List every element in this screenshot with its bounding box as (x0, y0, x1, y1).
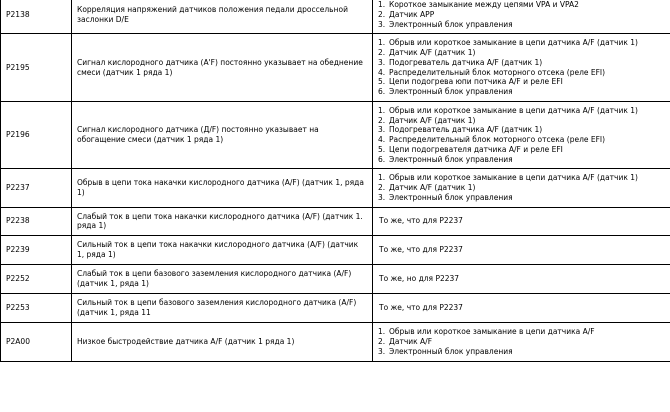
list-item-label: Цепи подогрева юпи потчика A/F и реле EFI (389, 77, 563, 87)
dtc-code-cell: P2237 (1, 169, 72, 207)
table-row (1, 0, 670, 34)
list-item-label: Подогреватель датчика A/F (датчик 1) (389, 125, 543, 135)
list-item-label: Подогреватель датчика A/F (датчик 1) (389, 57, 543, 67)
dtc-code-cell: P2196 (1, 101, 72, 169)
list-item (378, 135, 670, 145)
dtc-cause-cell (373, 0, 670, 34)
list-item (378, 173, 670, 183)
list-item (378, 38, 670, 48)
list-item (378, 337, 670, 347)
table-row (1, 236, 670, 265)
list-item-number: 1. (378, 38, 386, 48)
list-item (378, 20, 670, 30)
list-item (378, 77, 670, 87)
list-item-number: 4. (378, 135, 386, 144)
list-item-label: Электронный блок управления (389, 192, 513, 202)
dtc-code-cell: P2253 (1, 294, 72, 323)
list-item (378, 327, 670, 337)
cause-list (378, 0, 670, 29)
list-item-number: 2. (378, 183, 386, 192)
list-item (378, 87, 670, 97)
table-row (1, 294, 670, 323)
list-item-number: 3. (378, 346, 386, 356)
cause-list (378, 38, 670, 97)
list-item-label: Распределительный блок моторного отсека (реле EFI) (389, 67, 606, 77)
dtc-code-cell: P2239 (1, 236, 72, 265)
list-item (378, 106, 670, 116)
list-item (378, 125, 670, 135)
cause-list (378, 106, 670, 165)
dtc-description-cell: Слабый ток в цепи базового заземления кислородного датчика (A/F) (датчик 1, ряда 1) (72, 265, 373, 294)
list-item-label: Электронный блок управления (389, 87, 513, 96)
dtc-cause-cell (373, 294, 670, 323)
cause-text: То же, что для P2237 (379, 245, 463, 255)
dtc-description-cell: Корреляция напряжений датчиков положения педали дроссельной заслонки D/E (72, 0, 373, 34)
table-row (1, 34, 670, 102)
list-item-label: Обрыв или короткое замыкание в цепи датчика A/F (датчик 1) (389, 173, 638, 183)
dtc-cause-cell (373, 323, 670, 361)
list-item-number: 3. (378, 57, 386, 67)
dtc-cause-cell (373, 169, 670, 207)
dtc-cause-cell (373, 265, 670, 294)
list-item (378, 0, 670, 10)
list-item-label: Датчик A/F (датчик 1) (389, 115, 476, 125)
dtc-description-cell: Сигнал кислородного датчика (Д/F) постоянно указывает на обогащение смеси (датчик 1 ряда 1) (72, 101, 373, 169)
list-item (378, 58, 670, 68)
dtc-description-cell: Обрыв в цепи тока накачки кислородного датчика (A/F) (датчик 1, ряда 1) (72, 169, 373, 207)
dtc-description-cell: Слабый ток в цепи тока накачки кислородного датчика (A/F) (датчик 1. ряда 1) (72, 207, 373, 236)
list-item-number: 2. (378, 48, 386, 57)
dtc-code-cell: P2195 (1, 34, 72, 102)
table-row (1, 169, 670, 207)
list-item-number: 3. (378, 192, 386, 202)
dtc-table-body (1, 0, 670, 361)
list-item-number: 3. (378, 125, 386, 135)
list-item-label: Датчик A/F (389, 337, 433, 346)
list-item (378, 155, 670, 165)
list-item-label: Распределительный блок моторного отсека (реле EFI) (389, 135, 606, 144)
table-row (1, 323, 670, 361)
dtc-description-cell: Сильный ток в цепи базового заземления кислородного датчика (A/F) (датчик 1, ряда 11 (72, 294, 373, 323)
dtc-code-cell: P2A00 (1, 323, 72, 361)
dtc-cause-cell (373, 34, 670, 102)
cause-text: То же, что для P2237 (379, 303, 463, 313)
list-item-label: Цепи подогревателя датчика A/F и реле EFI (389, 144, 563, 154)
list-item (378, 116, 670, 126)
dtc-cause-cell (373, 101, 670, 169)
cause-text: То же, но для P2237 (379, 274, 460, 284)
list-item-label: Датчик A/F (датчик 1) (389, 183, 476, 192)
table-row (1, 207, 670, 236)
dtc-description-cell: Низкое быстродействие датчика A/F (датчик 1 ряда 1) (72, 323, 373, 361)
dtc-cause-cell (373, 207, 670, 236)
table-row (1, 101, 670, 169)
list-item-label: Электронный блок управления (389, 19, 513, 29)
list-item (378, 145, 670, 155)
list-item-label: Электронный блок управления (389, 154, 513, 164)
cause-list (378, 327, 670, 356)
list-item-label: Датчик A/F (датчик 1) (389, 48, 476, 57)
dtc-code-cell: P2238 (1, 207, 72, 236)
dtc-description-cell: Сигнал кислородного датчика (A'F) постоянно указывает на обеднение смеси (датчик 1 ряда 1) (72, 34, 373, 102)
list-item-number: 4. (378, 67, 386, 77)
list-item (378, 68, 670, 78)
list-item-number: 5. (378, 77, 386, 87)
dtc-code-cell: P2252 (1, 265, 72, 294)
list-item-number: 1. (378, 173, 386, 183)
list-item-number: 2. (378, 115, 386, 125)
table-row (1, 265, 670, 294)
list-item (378, 10, 670, 20)
list-item-label: Обрыв или короткое замыкание в цепи датчика A/F (389, 327, 595, 337)
list-item-number: 1. (378, 105, 386, 115)
dtc-description-cell: Сильный ток в цепи тока накачки кислородного датчика (A/F) (датчик 1, ряда 1) (72, 236, 373, 265)
cause-text: То же, что для P2237 (379, 216, 463, 226)
list-item (378, 183, 670, 193)
list-item-number: 3. (378, 19, 386, 29)
list-item-label: Короткое замыкание между цепями VPA и VPA2 (389, 0, 579, 9)
list-item-number: 1. (378, 0, 386, 9)
list-item-number: 6. (378, 154, 386, 164)
list-item-number: 2. (378, 9, 386, 19)
list-item-number: 2. (378, 337, 386, 346)
list-item-label: Обрыв или короткое замыкание в цепи датчика A/F (датчик 1) (389, 105, 638, 115)
list-item-number: 1. (378, 327, 386, 337)
list-item-label: Датчик APP (389, 9, 435, 19)
list-item (378, 347, 670, 357)
cause-list (378, 173, 670, 202)
list-item-label: Электронный блок управления (389, 346, 513, 356)
dtc-cause-cell (373, 236, 670, 265)
dtc-code-cell: P2138 (1, 0, 72, 34)
list-item (378, 193, 670, 203)
list-item-number: 6. (378, 87, 386, 96)
list-item-number: 5. (378, 144, 386, 154)
list-item-label: Обрыв или короткое замыкание в цепи датчика A/F (датчик 1) (389, 38, 638, 48)
list-item (378, 48, 670, 58)
